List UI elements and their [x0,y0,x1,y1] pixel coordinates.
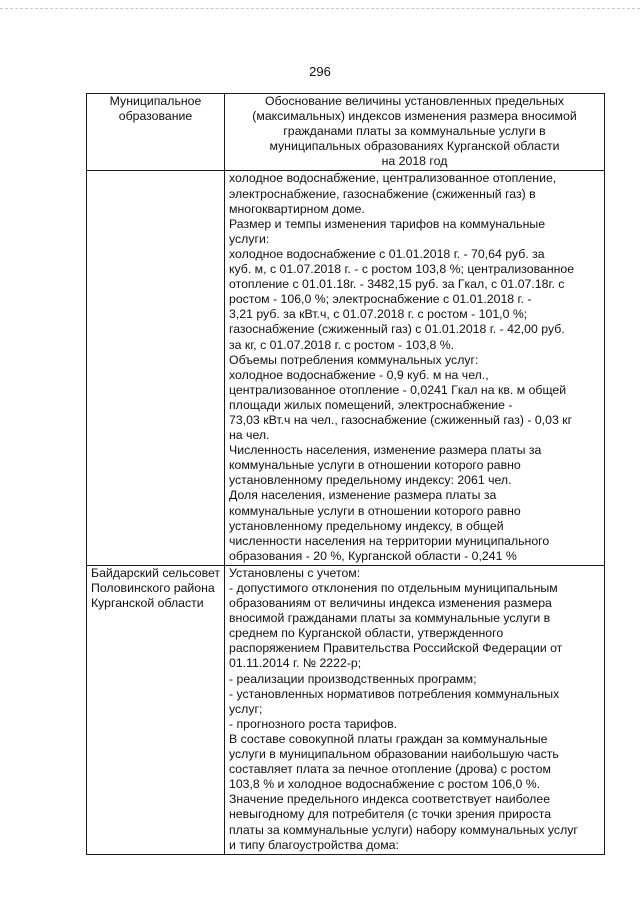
header-justification-line: гражданами платы за коммунальные услуги в [283,124,546,139]
justification-line: услуги: [229,231,270,246]
table-row [87,171,605,565]
justification-line: 73,03 кВт.ч на чел., газоснабжение (сжиженный газ) - 0,03 кг [229,412,573,427]
justification-line: установленному предельному индексу: 2061 чел. [229,473,512,488]
row-justification-cell [225,171,605,565]
justification-line: коммунальные услуги в отношении которого равно [229,503,521,518]
justification-line: централизованное отопление - 0,0241 Гкал на кв. м общей [229,382,567,397]
justification-line: Размер и темпы изменения тарифов на коммунальные [229,216,546,231]
justification-line: распоряжением Правительства Российской Федерации от [229,641,563,656]
justification-line: услуг; [229,701,263,716]
justification-line: Объемы потребления коммунальных услуг: [229,352,479,367]
municipality-line: Курганской области [91,596,204,611]
justification-line: Установлены с учетом: [229,565,361,580]
table-row [87,565,605,854]
municipality-line: Байдарский сельсовет [91,565,221,580]
justification-line: платы за коммунальные услуги) набору коммунальных услуг [229,822,578,837]
justification-line: среднем по Курганской области, утвержденного [229,626,504,641]
row-justification-cell [225,565,605,854]
justification-line: газоснабжение (сжиженный газ) с 01.01.2018 г. - 42,00 руб. [229,322,565,337]
justification-line: и типу благоустройства дома: [229,837,399,852]
header-justification-line: Обоснование величины установленных предельных [265,94,564,108]
justification-line: на чел. [229,428,270,443]
justification-line: за кг, с 01.07.2018 г. с ростом - 103,8 %. [229,337,455,352]
justification-line: 3,21 руб. за кВт.ч, с 01.07.2018 г. с ростом - 101,0 %; [229,307,528,322]
tariff-index-table [86,93,605,855]
justification-line: холодное водоснабжение - 0,9 куб. м на чел., [229,367,489,382]
justification-line: площади жилых помещений, электроснабжение - [229,397,513,412]
justification-line: ростом - 106,0 %; электроснабжение с 01.01.2018 г. - [229,292,532,307]
justification-line: отопление с 01.01.18г. - 3482,15 руб. за Гкал, с 01.07.18г. с [229,277,565,292]
row-municipality-cell [87,565,225,854]
justification-line: - реализации производственных программ; [229,671,477,686]
header-justification-line: на 2018 год [381,154,448,169]
justification-line: 103,8 % и холодное водоснабжение с ростом 106,0 %. [229,777,541,792]
justification-line: холодное водоснабжение с 01.01.2018 г. - 70,64 руб. за [229,246,545,261]
justification-line: В составе совокупной платы граждан за коммунальные [229,731,548,746]
page-number: 296 [309,64,331,79]
header-justification [225,94,605,171]
justification-line: куб. м, с 01.07.2018 г. - с ростом 103,8 %; централизованное [229,262,575,277]
justification-line: невыгодному для потребителя (с точки зрения прироста [229,807,552,822]
justification-line: электроснабжение, газоснабжение (сжиженный газ) в [229,186,536,201]
justification-line: вносимой гражданами платы за коммунальные услуги в [229,611,551,626]
justification-line: численности населения на территории муниципального [229,533,550,548]
justification-line: холодное водоснабжение, централизованное отопление, [229,171,557,186]
justification-line: Доля населения, изменение размера платы за [229,488,497,503]
header-municipality-line: образование [118,109,193,124]
header-justification-line: (максимальных) индексов изменения размера вносимой [252,109,577,124]
header-justification-line: муниципальных образованиях Курганской области [269,139,560,154]
justification-line: установленному предельному индексу, в общей [229,518,504,533]
municipality-line: Половинского района [91,581,215,595]
justification-line: коммунальные услуги в отношении которого равно [229,458,521,473]
justification-line: - установленных нормативов потребления коммунальных [229,686,560,701]
justification-line: Значение предельного индекса соответствует наиболее [229,792,551,807]
table-header-row [87,94,605,171]
justification-line: Численность населения, изменение размера платы за [229,443,542,458]
justification-line: - допустимого отклонения по отдельным муниципальным [229,581,558,595]
justification-line: образования - 20 %, Курганской области - 0,241 % [229,548,517,563]
justification-line: образованиям от величины индекса изменения размера [229,596,552,611]
justification-line: 01.11.2014 г. № 2222-р; [229,656,362,671]
justification-line: - прогнозного роста тарифов. [229,716,398,731]
justification-line: услуги в муниципальном образовании наибольшую часть [229,747,559,762]
justification-line: составляет плата за печное отопление (дрова) с ростом [229,762,551,777]
header-municipality [87,94,225,171]
justification-line: многоквартирном доме. [229,201,365,216]
row-municipality-cell [87,171,225,565]
header-municipality-line: Муниципальное [109,94,202,108]
page-top-rule [0,8,640,9]
